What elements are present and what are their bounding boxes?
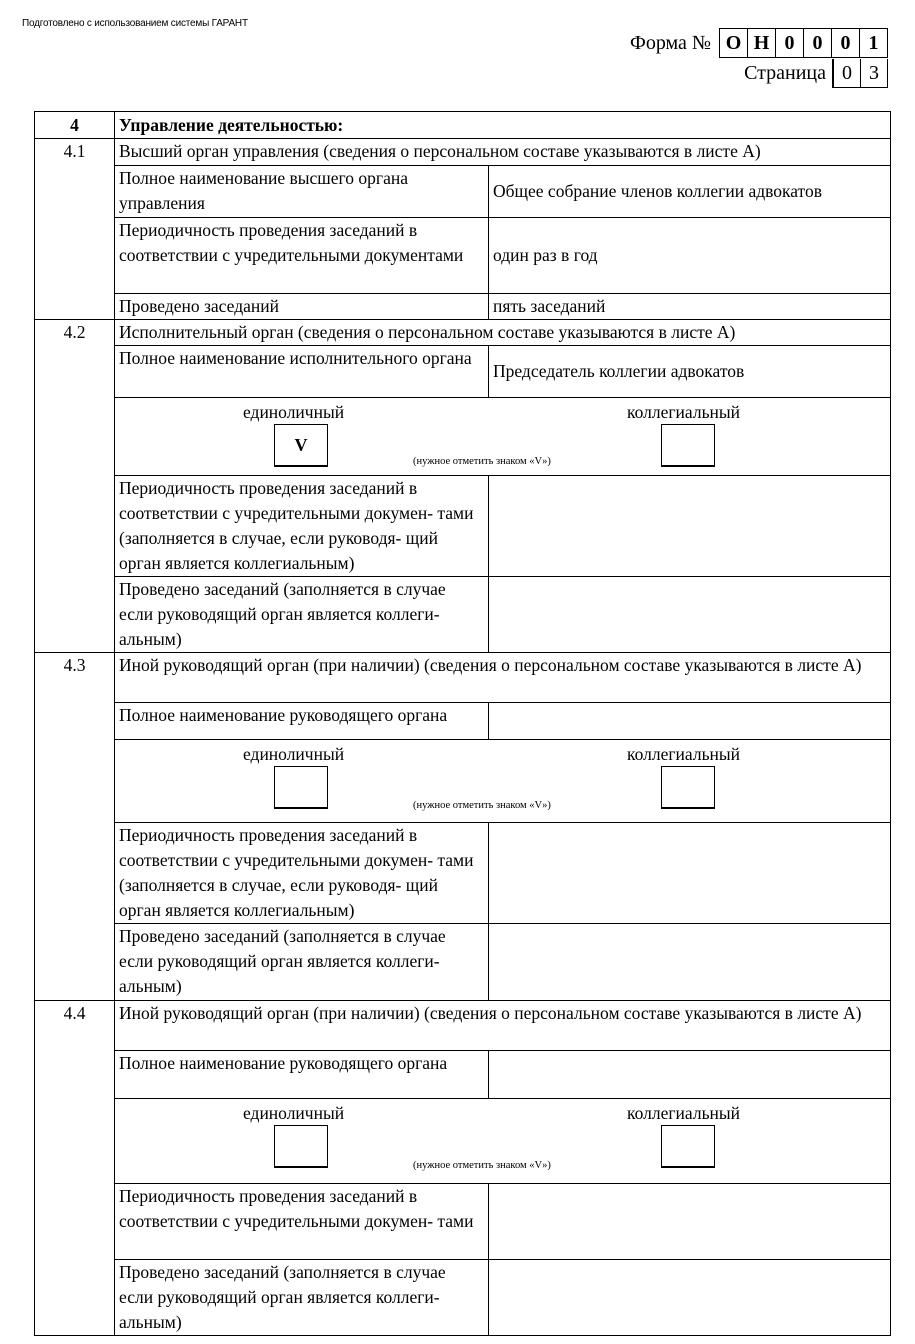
page-number-cell: 3 bbox=[860, 59, 887, 87]
header-note: Подготовлено с использованием системы ГАРАНТ bbox=[22, 18, 248, 29]
field-label: Полное наименование исполнительного органа bbox=[115, 346, 489, 398]
organ-type-choice bbox=[115, 398, 891, 476]
field-value[interactable]: пять заседаний bbox=[489, 294, 891, 320]
form-code-cells bbox=[719, 28, 888, 58]
page-number-cell: 0 bbox=[833, 59, 860, 87]
organ-type-choice bbox=[115, 740, 891, 823]
page-number-label: Страница bbox=[744, 62, 826, 84]
form-number-row bbox=[630, 28, 888, 58]
collegial-checkbox[interactable] bbox=[661, 424, 715, 467]
collegial-checkbox[interactable] bbox=[661, 1125, 715, 1168]
form-code-cell: О bbox=[725, 31, 742, 54]
field-label: Периодичность проведения заседаний в соответствии с учредительными докумен- тами (заполняется в случае, если руководя- щий орган является коллегиальным) bbox=[115, 476, 489, 577]
subsection-title: Иной руководящий орган (при наличии) (сведения о персональном составе указываются в листе А) bbox=[115, 1001, 891, 1051]
choice-hint: (нужное отметить знаком «V») bbox=[413, 456, 551, 467]
subsection-number: 4.2 bbox=[35, 320, 115, 346]
organ-type-choice bbox=[115, 1099, 891, 1184]
sole-checkbox[interactable] bbox=[274, 766, 328, 809]
field-value[interactable]: Общее собрание членов коллегии адвокатов bbox=[489, 166, 891, 218]
collegial-label: коллегиальный bbox=[627, 744, 741, 764]
form-code-cell: 0 bbox=[803, 29, 831, 57]
sole-checkbox[interactable]: V bbox=[274, 424, 328, 467]
subsection-number: 4.3 bbox=[35, 653, 115, 703]
choice-hint: (нужное отметить знаком «V») bbox=[413, 1160, 551, 1171]
field-label: Периодичность проведения заседаний в соответствии с учредительными документами bbox=[115, 218, 489, 294]
field-value[interactable] bbox=[489, 577, 891, 653]
sole-label: единоличный bbox=[243, 402, 345, 422]
field-label: Полное наименование руководящего органа bbox=[115, 1051, 489, 1099]
management-table bbox=[34, 111, 891, 1336]
page-number-row bbox=[744, 59, 888, 88]
sole-label: единоличный bbox=[243, 744, 345, 764]
field-label: Проведено заседаний (заполняется в случае если руководящий орган является коллеги- альным) bbox=[115, 924, 489, 1001]
form-code-cell: 0 bbox=[775, 29, 803, 57]
field-label: Полное наименование высшего органа управления bbox=[115, 166, 489, 218]
field-label: Проведено заседаний (заполняется в случае если руководящий орган является коллеги- альным) bbox=[115, 1260, 489, 1336]
form-code-cell: 1 bbox=[859, 29, 887, 57]
form-code-cell: 0 bbox=[831, 29, 859, 57]
field-value[interactable]: Председатель коллегии адвокатов bbox=[489, 346, 891, 398]
field-label: Периодичность проведения заседаний в соответствии с учредительными докумен- тами bbox=[115, 1184, 489, 1260]
field-label: Проведено заседаний (заполняется в случае если руководящий орган является коллеги- альным) bbox=[115, 577, 489, 653]
field-value[interactable] bbox=[489, 823, 891, 924]
sole-checkbox[interactable] bbox=[274, 1125, 328, 1168]
subsection-number: 4.4 bbox=[35, 1001, 115, 1051]
field-value[interactable] bbox=[489, 476, 891, 577]
field-value[interactable]: один раз в год bbox=[489, 218, 891, 294]
section-title: Управление деятельностью: bbox=[115, 112, 891, 139]
subsection-title: Исполнительный орган (сведения о персональном составе указываются в листе А) bbox=[115, 320, 891, 346]
field-label: Проведено заседаний bbox=[115, 294, 489, 320]
form-number-label: Форма № bbox=[630, 31, 711, 54]
subsection-title: Высший орган управления (сведения о персональном составе указываются в листе А) bbox=[115, 139, 891, 166]
choice-hint: (нужное отметить знаком «V») bbox=[413, 800, 551, 811]
subsection-title: Иной руководящий орган (при наличии) (сведения о персональном составе указываются в листе А) bbox=[115, 653, 891, 703]
subsection-number: 4.1 bbox=[35, 139, 115, 166]
field-value[interactable] bbox=[489, 1051, 891, 1099]
page-number-cells bbox=[832, 59, 888, 88]
collegial-checkbox[interactable] bbox=[661, 766, 715, 809]
field-value[interactable] bbox=[489, 924, 891, 1001]
field-value[interactable] bbox=[489, 1184, 891, 1260]
form-code-cell: Н bbox=[747, 29, 775, 57]
collegial-label: коллегиальный bbox=[627, 402, 741, 422]
sole-label: единоличный bbox=[243, 1103, 345, 1123]
section-number: 4 bbox=[35, 112, 115, 139]
collegial-label: коллегиальный bbox=[627, 1103, 741, 1123]
field-value[interactable] bbox=[489, 1260, 891, 1336]
field-value[interactable] bbox=[489, 703, 891, 740]
field-label: Полное наименование руководящего органа bbox=[115, 703, 489, 740]
field-label: Периодичность проведения заседаний в соответствии с учредительными докумен- тами (заполняется в случае, если руководя- щий орган является коллегиальным) bbox=[115, 823, 489, 924]
